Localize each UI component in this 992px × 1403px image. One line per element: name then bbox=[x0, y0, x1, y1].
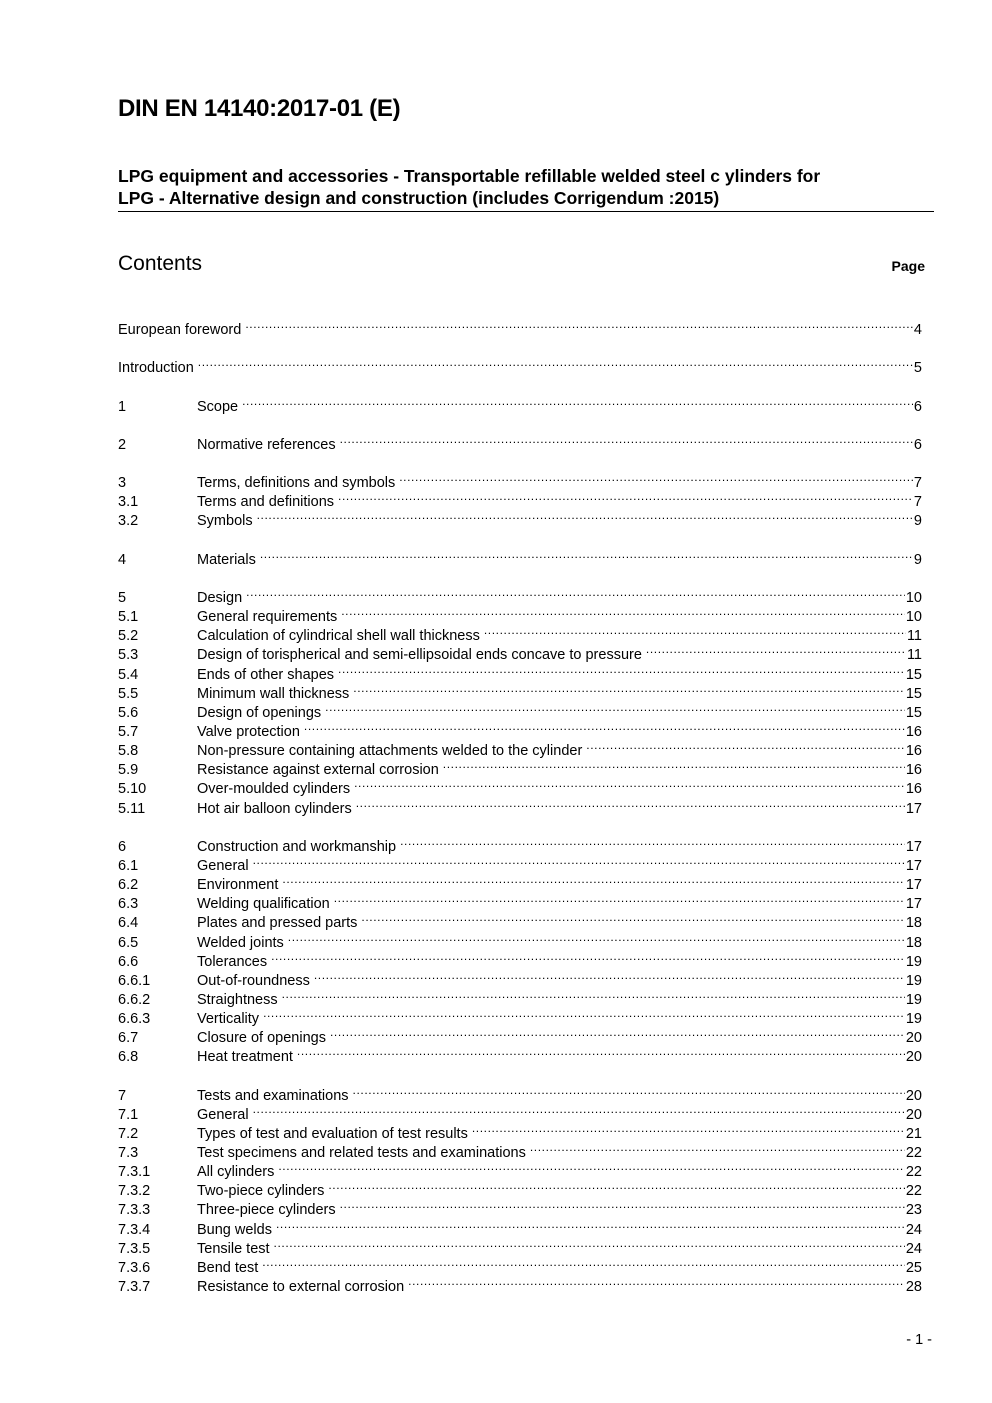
toc-entry-page: 4 bbox=[913, 322, 922, 338]
toc-entry-page: 20 bbox=[905, 1087, 922, 1104]
toc-entry-title: Bend test bbox=[197, 1259, 259, 1276]
toc-entry-page: 24 bbox=[905, 1240, 922, 1257]
toc-entry-page: 20 bbox=[905, 1030, 922, 1047]
toc-entry-number: 6.6.2 bbox=[118, 991, 151, 1008]
toc-entry-page: 23 bbox=[905, 1202, 922, 1219]
toc-entry-title: Scope bbox=[197, 398, 239, 415]
toc-entry-number: 6.5 bbox=[118, 934, 139, 951]
toc-dot-leader bbox=[271, 947, 905, 966]
toc-entry-number: 3 bbox=[118, 475, 127, 492]
toc-dot-leader bbox=[356, 794, 905, 813]
toc-entry-title: Three-piece cylinders bbox=[197, 1202, 336, 1219]
toc-entry[interactable] bbox=[118, 545, 922, 568]
toc-dot-leader bbox=[242, 392, 913, 411]
toc-entry-title: Welded joints bbox=[197, 934, 284, 951]
toc-entry-number: 7.1 bbox=[118, 1106, 139, 1123]
toc-dot-leader bbox=[262, 1253, 905, 1272]
toc-entry-number: 6.8 bbox=[118, 1049, 139, 1066]
toc-entry-page: 16 bbox=[905, 743, 922, 760]
toc-entry-number: 5.7 bbox=[118, 723, 139, 740]
toc-entry-number: 1 bbox=[118, 398, 127, 415]
toc-entry-title: Environment bbox=[197, 877, 279, 894]
toc-dot-leader bbox=[443, 755, 905, 774]
toc-entry-title: Minimum wall thickness bbox=[197, 685, 350, 702]
document-title-line-1: LPG equipment and accessories - Transportable refillable welded steel c ylinders for bbox=[118, 166, 821, 186]
toc-dot-leader bbox=[304, 717, 905, 736]
toc-entry-title: Normative references bbox=[197, 436, 336, 453]
toc-entry-title: Terms, definitions and symbols bbox=[197, 475, 396, 492]
toc-dot-leader bbox=[408, 1272, 905, 1291]
toc-entry-page: 9 bbox=[913, 551, 922, 568]
toc-entry[interactable] bbox=[118, 430, 922, 453]
toc-entry-page: 10 bbox=[905, 589, 922, 606]
toc-entry-page: 19 bbox=[905, 972, 922, 989]
toc-entry-title: Design of openings bbox=[197, 704, 322, 721]
toc-entry-number: 5.3 bbox=[118, 647, 139, 664]
toc-entry-number: 3.2 bbox=[118, 513, 139, 530]
toc-entry-page: 9 bbox=[913, 513, 922, 530]
toc-entry-page: 17 bbox=[905, 877, 922, 894]
toc-dot-leader bbox=[246, 583, 905, 602]
toc-entry-number: 7.3.5 bbox=[118, 1240, 151, 1257]
toc-dot-leader bbox=[274, 1234, 905, 1253]
toc-entry-page: 22 bbox=[905, 1164, 922, 1181]
toc-entry-title: Over-moulded cylinders bbox=[197, 781, 351, 798]
toc-dot-leader bbox=[330, 1023, 905, 1042]
toc-dot-leader bbox=[340, 430, 913, 449]
toc-dot-leader bbox=[530, 1138, 905, 1157]
toc-entry-title: Straightness bbox=[197, 991, 278, 1008]
toc-entry-page: 18 bbox=[905, 915, 922, 932]
page-number: - 1 - bbox=[906, 1332, 932, 1348]
toc-dot-leader bbox=[338, 487, 913, 506]
toc-entry-number: 2 bbox=[118, 436, 127, 453]
toc-entry-title: Out-of-roundness bbox=[197, 972, 310, 989]
toc-dot-leader bbox=[253, 1100, 905, 1119]
toc-entry-title: General bbox=[197, 1106, 249, 1123]
toc-dot-leader bbox=[257, 506, 913, 525]
toc-entry-title: Heat treatment bbox=[197, 1049, 293, 1066]
toc-entry-number: 6.6 bbox=[118, 953, 139, 970]
toc-entry-number: 5.11 bbox=[118, 800, 146, 817]
toc-dot-leader bbox=[328, 1176, 905, 1195]
toc-entry-page: 15 bbox=[905, 666, 922, 683]
toc-entry-page: 19 bbox=[905, 1011, 922, 1028]
toc-entry-title: Design bbox=[197, 589, 243, 606]
toc-entry-page: 17 bbox=[905, 838, 922, 855]
toc-entry-page: 5 bbox=[913, 360, 922, 377]
toc-dot-leader bbox=[400, 832, 905, 851]
toc-entry-title: Valve protection bbox=[197, 723, 300, 740]
toc-dot-leader bbox=[340, 1195, 905, 1214]
toc-entry-page: 18 bbox=[905, 934, 922, 951]
toc-entry-page: 15 bbox=[905, 704, 922, 721]
toc-entry-page: 22 bbox=[905, 1183, 922, 1200]
toc-dot-leader bbox=[338, 660, 905, 679]
toc-entry-number: 5.4 bbox=[118, 666, 139, 683]
toc-entry-number: 3.1 bbox=[118, 494, 139, 511]
toc-dot-leader bbox=[472, 1119, 905, 1138]
toc-entry-page: 22 bbox=[905, 1145, 922, 1162]
toc-entry[interactable] bbox=[118, 832, 922, 855]
toc-dot-leader bbox=[288, 928, 905, 947]
toc-entry-number: 7.3.4 bbox=[118, 1221, 151, 1238]
toc-entry-page: 6 bbox=[913, 398, 922, 415]
toc-entry-number: 5 bbox=[118, 589, 127, 606]
toc-entry-page: 24 bbox=[905, 1221, 922, 1238]
toc-dot-leader bbox=[260, 545, 913, 564]
toc-entry-title: Materials bbox=[197, 551, 256, 568]
toc-entry-page: 21 bbox=[905, 1125, 922, 1142]
toc-dot-leader bbox=[253, 851, 905, 870]
toc-entry[interactable] bbox=[118, 315, 922, 338]
toc-entry-number: 7.3 bbox=[118, 1145, 139, 1162]
toc-entry-number: 7.3.1 bbox=[118, 1164, 151, 1181]
toc-dot-leader bbox=[484, 621, 906, 640]
toc-entry-page: 20 bbox=[905, 1106, 922, 1123]
toc-entry-title: Introduction bbox=[118, 360, 194, 377]
toc-entry-number: 6.1 bbox=[118, 857, 139, 874]
toc-dot-leader bbox=[399, 468, 913, 487]
toc-entry-page: 7 bbox=[913, 494, 922, 511]
toc-entry-page: 17 bbox=[905, 857, 922, 874]
document-title bbox=[118, 165, 933, 209]
toc-dot-leader bbox=[314, 966, 905, 985]
toc-entry-page: 7 bbox=[913, 475, 922, 492]
toc-entry-number: 7.2 bbox=[118, 1125, 139, 1142]
toc-entry-page: 17 bbox=[905, 896, 922, 913]
toc-dot-leader bbox=[354, 774, 905, 793]
toc-entry[interactable] bbox=[118, 1081, 922, 1104]
toc-entry[interactable] bbox=[118, 392, 922, 415]
toc-entry-title: Ends of other shapes bbox=[197, 666, 335, 683]
toc-dot-leader bbox=[646, 640, 906, 659]
toc-dot-leader bbox=[334, 889, 905, 908]
toc-dot-leader bbox=[325, 698, 905, 717]
toc-entry-number: 5.10 bbox=[118, 781, 147, 798]
toc-entry-title: Tensile test bbox=[197, 1240, 270, 1257]
toc-entry-number: 6 bbox=[118, 838, 127, 855]
toc-entry-title: General requirements bbox=[197, 609, 338, 626]
toc-entry-number: 5.6 bbox=[118, 704, 139, 721]
toc-entry-title: Construction and workmanship bbox=[197, 838, 397, 855]
toc-entry-number: 5.5 bbox=[118, 685, 139, 702]
toc-entry-number: 7.3.2 bbox=[118, 1183, 151, 1200]
toc-dot-leader bbox=[282, 870, 904, 889]
toc-entry-number: 5.9 bbox=[118, 762, 139, 779]
toc-entry-title: Symbols bbox=[197, 513, 253, 530]
toc-dot-leader bbox=[341, 602, 905, 621]
toc-entry-title: Two-piece cylinders bbox=[197, 1183, 325, 1200]
toc-entry-number: 5.8 bbox=[118, 743, 139, 760]
toc-dot-leader bbox=[297, 1042, 905, 1061]
toc-entry-number: 7.3.7 bbox=[118, 1279, 151, 1296]
toc-entry-number: 6.7 bbox=[118, 1030, 139, 1047]
toc-dot-leader bbox=[278, 1157, 905, 1176]
toc-entry-title: Resistance against external corrosion bbox=[197, 762, 439, 779]
toc-entry-page: 11 bbox=[906, 647, 922, 664]
toc-entry-number: 6.6.3 bbox=[118, 1011, 151, 1028]
toc-entry-number: 6.6.1 bbox=[118, 972, 151, 989]
toc-entry-number: 7 bbox=[118, 1087, 127, 1104]
toc-entry-number: 6.4 bbox=[118, 915, 139, 932]
toc-dot-leader bbox=[276, 1215, 905, 1234]
toc-entry-title: Design of torispherical and semi-ellipsoidal ends concave to pressure bbox=[197, 647, 642, 664]
toc-entry-title: Tolerances bbox=[197, 953, 268, 970]
toc-entry-title: Non-pressure containing attachments welded to the cylinder bbox=[197, 743, 583, 760]
toc-entry-title: Verticality bbox=[197, 1011, 260, 1028]
contents-heading: Contents bbox=[118, 252, 203, 275]
toc-entry-title: Tests and examinations bbox=[197, 1087, 349, 1104]
toc-entry-title: European foreword bbox=[118, 322, 242, 338]
toc-dot-leader bbox=[263, 1004, 905, 1023]
toc-dot-leader bbox=[353, 1081, 905, 1100]
toc-entry-title: Hot air balloon cylinders bbox=[197, 800, 352, 817]
title-divider bbox=[118, 211, 934, 212]
toc-dot-leader bbox=[353, 679, 905, 698]
toc-entry-page: 17 bbox=[905, 800, 922, 817]
toc-entry-page: 19 bbox=[905, 991, 922, 1008]
toc-entry-number: 7.3.3 bbox=[118, 1202, 151, 1219]
toc-entry-number: 6.2 bbox=[118, 877, 139, 894]
toc-entry-title: Welding qualification bbox=[197, 896, 330, 913]
toc-entry[interactable] bbox=[118, 353, 922, 377]
toc-entry-page: 10 bbox=[905, 609, 922, 626]
toc-entry-page: 19 bbox=[905, 953, 922, 970]
toc-dot-leader bbox=[282, 985, 905, 1004]
toc-entry[interactable] bbox=[118, 583, 922, 606]
toc-entry-title: All cylinders bbox=[197, 1164, 275, 1181]
toc-entry-title: Types of test and evaluation of test results bbox=[197, 1125, 468, 1142]
toc-dot-leader bbox=[245, 315, 913, 334]
toc-entry-title: Calculation of cylindrical shell wall thickness bbox=[197, 628, 480, 645]
toc-dot-leader bbox=[586, 736, 905, 755]
toc-entry-number: 5.2 bbox=[118, 628, 139, 645]
toc-entry[interactable] bbox=[118, 468, 922, 492]
toc-entry-title: Resistance to external corrosion bbox=[197, 1279, 405, 1296]
toc-entry-page: 15 bbox=[905, 685, 922, 702]
toc-entry-title: Bung welds bbox=[197, 1221, 272, 1238]
toc-entry-number: 5.1 bbox=[118, 609, 139, 626]
toc-entry-number: 6.3 bbox=[118, 896, 139, 913]
page-column-heading: Page bbox=[891, 258, 925, 274]
document-title-line-2: LPG - Alternative design and construction (includes Corrigendum :2015) bbox=[118, 188, 720, 208]
toc-entry-number: 4 bbox=[118, 551, 127, 568]
toc-entry-page: 16 bbox=[905, 762, 922, 779]
toc-entry-page: 16 bbox=[905, 781, 922, 798]
toc-entry-title: General bbox=[197, 857, 249, 874]
toc-entry-page: 28 bbox=[905, 1279, 922, 1296]
toc-entry-title: Terms and definitions bbox=[197, 494, 335, 511]
toc-dot-leader bbox=[198, 353, 913, 372]
toc-entry-page: 16 bbox=[905, 723, 922, 740]
toc-dot-leader bbox=[361, 908, 904, 927]
toc-entry-title: Test specimens and related tests and examinations bbox=[197, 1145, 526, 1162]
toc-entry-page: 20 bbox=[905, 1049, 922, 1066]
toc-entry-page: 25 bbox=[905, 1259, 922, 1276]
document-id: DIN EN 14140:2017-01 (E) bbox=[118, 95, 401, 122]
toc-entry-title: Plates and pressed parts bbox=[197, 915, 358, 932]
toc-entry-page: 6 bbox=[913, 436, 922, 453]
toc-entry-page: 11 bbox=[906, 628, 922, 645]
toc-entry-number: 7.3.6 bbox=[118, 1259, 151, 1276]
toc-entry-title: Closure of openings bbox=[197, 1030, 326, 1047]
table-of-contents bbox=[118, 315, 922, 1296]
